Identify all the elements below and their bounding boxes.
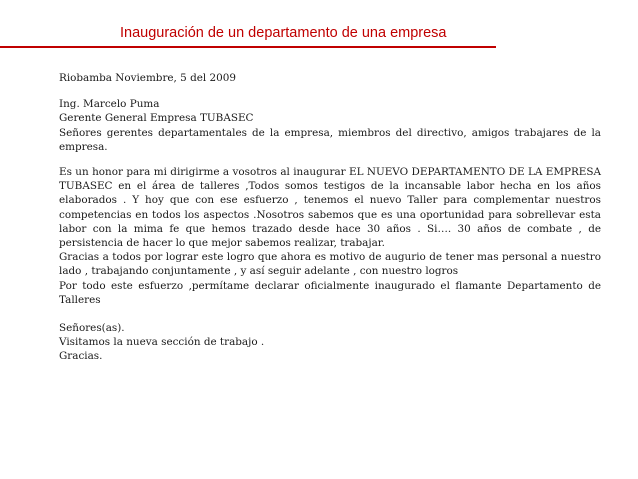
- letter-body: [59, 71, 601, 364]
- paragraph-thanks: Gracias a todos por lograr este logro que ahora es motivo de augurio de tener mas personal a nuestro lado , trabajando conjuntamente , y así seguir adelante , con nuestro logros: [59, 251, 601, 278]
- closing-greeting: Señores(as).: [59, 322, 125, 335]
- slide-title: Inauguración de un departamento de una empresa: [120, 25, 447, 41]
- date-line: Riobamba Noviembre, 5 del 2009: [59, 72, 236, 84]
- title-bar: [0, 22, 496, 48]
- closing-thanks: Gracias.: [59, 350, 103, 363]
- recipient-role: Gerente General Empresa TUBASEC: [59, 112, 254, 125]
- recipient-name: Ing. Marcelo Puma: [59, 98, 160, 111]
- salutation: Señores gerentes departamentales de la empresa, miembros del directivo, amigos trabajares de la empresa.: [59, 126, 601, 153]
- paragraph-declaration: Por todo este esfuerzo ,permítame declarar oficialmente inaugurado el flamante Departamento de Talleres: [59, 279, 601, 306]
- paragraph-honor: Es un honor para mi dirigirme a vosotros al inaugurar EL NUEVO DEPARTAMENTO DE LA EMPRESA TUBASEC en el área de talleres ,Todos somos testigos de la incansable labor hecha en los años elaborados . Y hoy que con ese esfuerzo , tenemos el nuevo Taller para complementar nuestros competencias en todos los aspectos .Nosotros sabemos que es una oportunidad para sobrellevar esta labor con la mima fe que hemos trazado desde hace 30 años . Si…. 30 años de combate , de persistencia de hacer lo que mejor sabemos realizar, trabajar.: [59, 166, 601, 250]
- closing-visit: Visitamos la nueva sección de trabajo .: [59, 336, 265, 349]
- title-underline: [0, 46, 496, 48]
